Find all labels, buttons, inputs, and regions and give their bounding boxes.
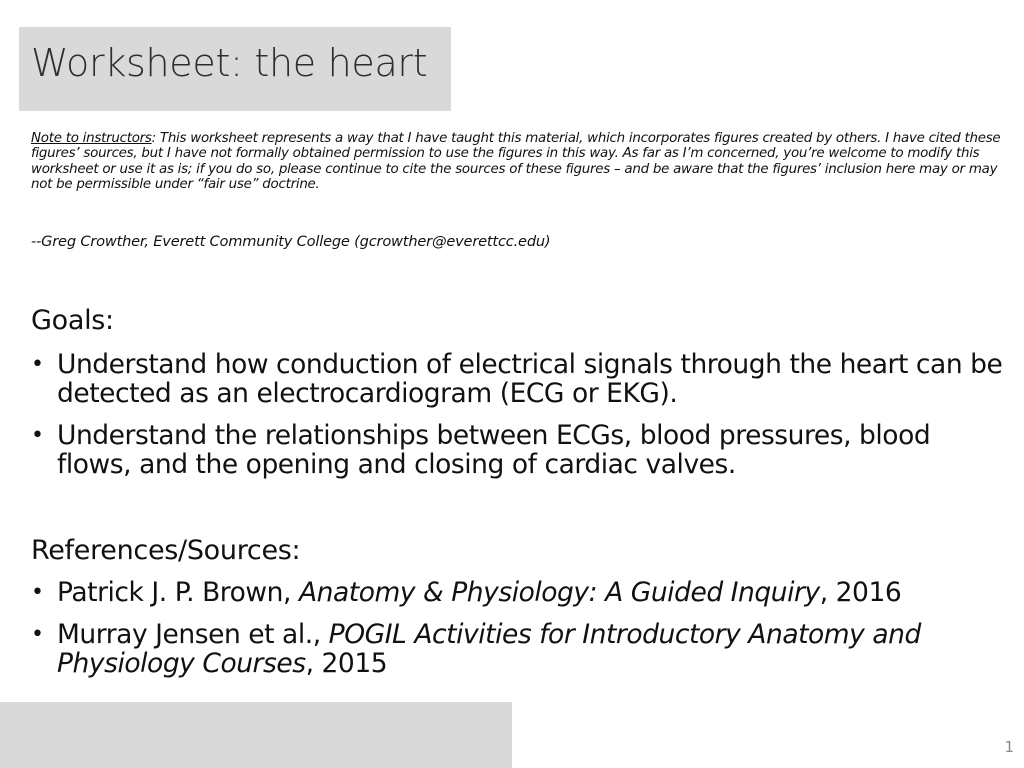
goal-text: Understand how conduction of electrical signals through the heart can be detected as an electrocardiogram (ECG or EKG). — [57, 349, 1003, 409]
reference-title: Anatomy & Physiology: A Guided Inquiry — [298, 577, 820, 608]
reference-year: , 2016 — [819, 577, 902, 608]
references-heading: References/Sources: — [31, 535, 301, 566]
author-signature: --Greg Crowther, Everett Community College (gcrowther@everettcc.edu) — [31, 233, 551, 250]
bullet-icon: • — [31, 423, 44, 448]
reference-year: , 2015 — [305, 648, 388, 679]
goals-list — [31, 350, 1006, 492]
bullet-icon: • — [31, 352, 44, 377]
reference-item — [31, 620, 1006, 678]
goal-item — [31, 421, 1006, 479]
note-text: : This worksheet represents a way that I have taught this material, which incorporates figures created by others. I have cited these figures’ sources, but I have not formally obtained permission to use the figures in this way. As far as I’m concerned, you’re welcome to modify this worksheet or use it as is; if you do so, please continue to cite the sources of these figures – and be aware that the figures’ inclusion here may or may not be permissible under “fair use” doctrine. — [31, 131, 1001, 193]
instructor-note — [31, 131, 1001, 193]
goal-text: Understand the relationships between ECGs, blood pressures, blood flows, and the opening and closing of cardiac valves. — [57, 420, 931, 480]
goal-item — [31, 350, 1006, 408]
reference-item — [31, 578, 1006, 607]
slide-title: Worksheet: the heart — [31, 41, 428, 85]
note-label: Note to instructors — [31, 131, 152, 146]
reference-author: Murray Jensen et al., — [57, 619, 329, 650]
reference-author: Patrick J. P. Brown, — [57, 577, 299, 608]
reference-title: POGIL Activities for Introductory Anatomy and Physiology Courses — [57, 619, 921, 679]
page-number: 1 — [1004, 738, 1014, 756]
references-list — [31, 578, 1006, 691]
bullet-icon: • — [31, 622, 44, 647]
goals-heading: Goals: — [31, 305, 114, 336]
bullet-icon: • — [31, 580, 44, 605]
title-box — [19, 27, 451, 111]
footer-box — [0, 702, 512, 768]
